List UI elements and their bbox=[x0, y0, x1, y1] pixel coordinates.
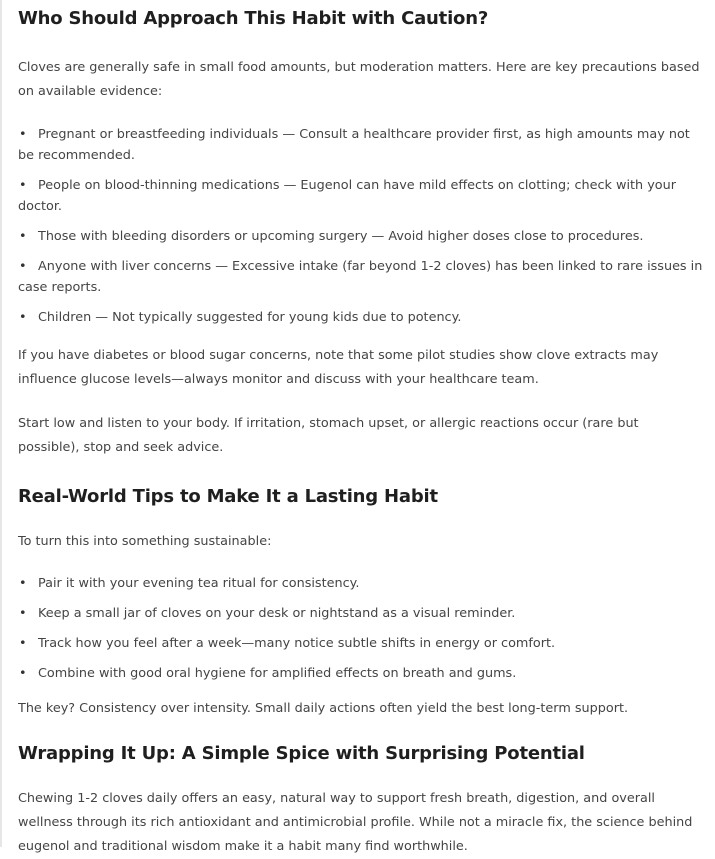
list-item bbox=[18, 124, 703, 166]
start-low-note: Start low and listen to your body. If irritation, stomach upset, or allergic reactions occur (rare but possible), stop and seek advice. bbox=[18, 416, 639, 455]
tips-intro: To turn this into something sustainable: bbox=[18, 534, 272, 549]
bullet-icon: • bbox=[19, 576, 27, 591]
tips-closing: The key? Consistency over intensity. Small daily actions often yield the best long-term support. bbox=[18, 701, 629, 716]
list-item bbox=[18, 633, 703, 654]
list-item-text: Those with bleeding disorders or upcoming surgery — Avoid higher doses close to procedures. bbox=[38, 229, 644, 244]
bullet-icon: • bbox=[19, 178, 27, 193]
left-border bbox=[0, 0, 2, 847]
list-item bbox=[18, 573, 703, 594]
wrap-up-body: Chewing 1-2 cloves daily offers an easy, natural way to support fresh breath, digestion, and overall wellness through its rich antioxidant and antimicrobial profile. While not a miracle fix, the science behind eugenol and traditional wisdom make it a habit many find worthwhile. bbox=[18, 791, 693, 854]
list-item-text: Keep a small jar of cloves on your desk or nightstand as a visual reminder. bbox=[38, 606, 516, 621]
list-item bbox=[18, 226, 703, 247]
list-item-text: Anyone with liver concerns — Excessive intake (far beyond 1-2 cloves) has been linked to rare issues in case reports. bbox=[18, 259, 703, 295]
list-item bbox=[18, 663, 703, 684]
article-body bbox=[18, 0, 703, 859]
bullet-icon: • bbox=[19, 606, 27, 621]
caution-intro: Cloves are generally safe in small food amounts, but moderation matters. Here are key precautions based on available evidence: bbox=[18, 60, 700, 99]
bullet-icon: • bbox=[19, 259, 27, 274]
diabetes-note: If you have diabetes or blood sugar concerns, note that some pilot studies show clove extracts may influence glucose levels—always monitor and discuss with your healthcare team. bbox=[18, 348, 659, 387]
list-item bbox=[18, 603, 703, 624]
bullet-icon: • bbox=[19, 636, 27, 651]
list-item bbox=[18, 307, 703, 328]
list-item-text: People on blood-thinning medications — Eugenol can have mild effects on clotting; check with your doctor. bbox=[18, 178, 676, 214]
section-heading-wrap-up: Wrapping It Up: A Simple Spice with Surprising Potential bbox=[18, 743, 585, 764]
bullet-icon: • bbox=[19, 229, 27, 244]
list-item-text: Track how you feel after a week—many notice subtle shifts in energy or comfort. bbox=[38, 636, 556, 651]
caution-list bbox=[18, 124, 703, 328]
bullet-icon: • bbox=[19, 127, 27, 142]
list-item-text: Combine with good oral hygiene for amplified effects on breath and gums. bbox=[38, 666, 517, 681]
tips-list bbox=[18, 573, 703, 684]
bullet-icon: • bbox=[19, 310, 27, 325]
list-item-text: Children — Not typically suggested for young kids due to potency. bbox=[38, 310, 462, 325]
list-item bbox=[18, 256, 703, 298]
bullet-icon: • bbox=[19, 666, 27, 681]
section-heading-caution: Who Should Approach This Habit with Caution? bbox=[18, 8, 489, 29]
list-item bbox=[18, 175, 703, 217]
list-item-text: Pair it with your evening tea ritual for consistency. bbox=[38, 576, 360, 591]
list-item-text: Pregnant or breastfeeding individuals — Consult a healthcare provider first, as high amounts may not be recommended. bbox=[18, 127, 690, 163]
section-heading-tips: Real-World Tips to Make It a Lasting Habit bbox=[18, 486, 438, 507]
